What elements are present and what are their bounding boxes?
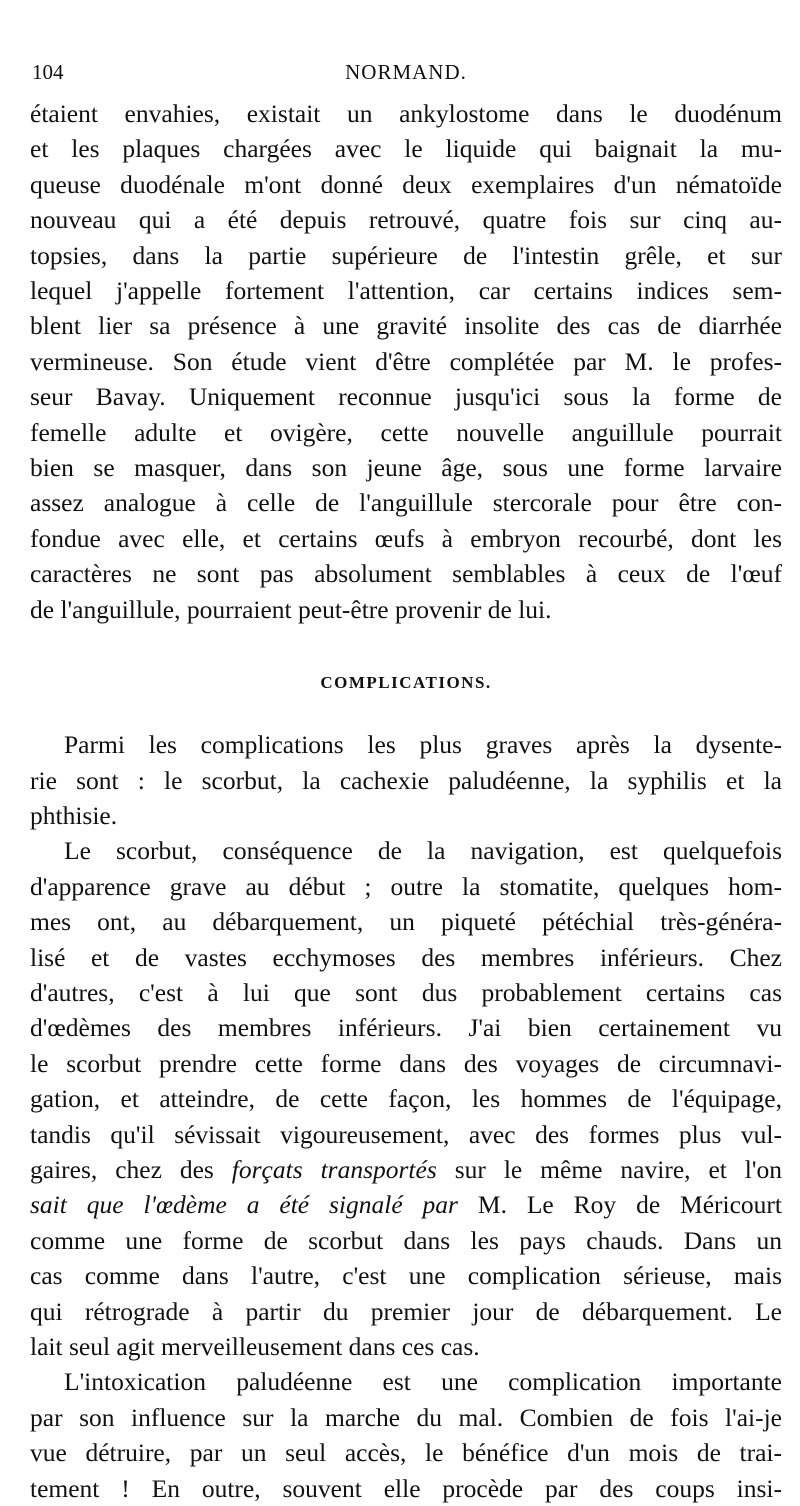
text-line: tandis qu'il sévissait vigoureusement, avec des formes plus vul- — [30, 1119, 782, 1149]
book-page — [30, 60, 782, 1506]
text-line: lequel j'appelle fortement l'attention, car certains indices sem- — [30, 276, 782, 306]
text-line: assez analogue à celle de l'anguillule stercorale pour être con- — [30, 488, 782, 518]
text-line: Parmi les complications les plus graves après la dysente- — [64, 730, 782, 760]
text-line: par son influence sur la marche du mal. Combien de fois l'ai-je — [30, 1402, 782, 1432]
text-line: phthisie. — [30, 800, 118, 830]
text-line: nouveau qui a été depuis retrouvé, quatre fois sur cinq au- — [30, 205, 782, 235]
text-line: d'œdèmes des membres inférieurs. J'ai bien certainement vu — [30, 1013, 782, 1043]
text-line: lisé et de vastes ecchymoses des membres inférieurs. Chez — [30, 942, 782, 972]
text-line: lait seul agit merveilleusement dans ces cas. — [30, 1332, 480, 1361]
text-span: sur le même navire, et l'on — [436, 1154, 782, 1184]
text-line: caractères ne sont pas absolument semblables à ceux de l'œuf — [30, 559, 782, 589]
text-line: vue détruire, par un seul accès, le bénéfice d'un mois de trai- — [30, 1438, 782, 1468]
text-line: de l'anguillule, pourraient peut-être provenir de lui. — [30, 594, 552, 624]
italic-span: forçats transportés — [231, 1154, 437, 1184]
text-line: topsies, dans la partie supérieure de l'intestin grêle, et sur — [30, 240, 782, 270]
page-header — [30, 60, 782, 96]
paragraph-complications — [30, 727, 782, 833]
page-number: 104 — [32, 60, 64, 84]
paragraph-scorbut — [30, 833, 782, 1364]
paragraph-ankylostome — [30, 96, 782, 627]
text-line: L'intoxication paludéenne est une complication importante — [64, 1367, 782, 1397]
section-title: COMPLICATIONS. — [320, 673, 492, 693]
text-line-mixed — [30, 1152, 782, 1187]
text-line: comme une forme de scorbut dans les pays chauds. Dans un — [30, 1225, 782, 1255]
text-line: gation, et atteindre, de cette façon, les hommes de l'équipage, — [30, 1084, 782, 1114]
text-line: mes ont, au débarquement, un piqueté pétéchial très-généra- — [30, 907, 782, 937]
text-line: d'autres, c'est à lui que sont dus probablement certains cas — [30, 977, 782, 1007]
paragraph-intoxication — [30, 1364, 782, 1506]
text-line: fondue avec elle, et certains œufs à embryon recourbé, dont les — [30, 523, 782, 553]
text-line-mixed — [30, 1187, 782, 1222]
text-line: queuse duodénale m'ont donné deux exemplaires d'un nématoïde — [30, 169, 782, 199]
text-line: qui rétrograde à partir du premier jour de débarquement. Le — [30, 1296, 782, 1326]
text-line: Le scorbut, conséquence de la navigation, est quelquefois — [64, 836, 782, 866]
text-line: rie sont : le scorbut, la cachexie paludéenne, la syphilis et la — [30, 765, 782, 795]
text-line: seur Bavay. Uniquement reconnue jusqu'ici sous la forme de — [30, 382, 782, 412]
italic-span: sait que l'œdème a été signalé par — [30, 1190, 458, 1220]
text-line: tement ! En outre, souvent elle procède par des coups insi- — [30, 1473, 782, 1503]
text-line: cas comme dans l'autre, c'est une complication sérieuse, mais — [30, 1261, 782, 1291]
running-title: NORMAND. — [345, 60, 467, 84]
text-line: bien se masquer, dans son jeune âge, sous une forme larvaire — [30, 453, 782, 483]
text-line: le scorbut prendre cette forme dans des voyages de circumnavi- — [30, 1048, 782, 1078]
text-span: M. Le Roy de Méricourt — [458, 1190, 782, 1220]
text-line: et les plaques chargées avec le liquide qui baignait la mu- — [30, 134, 782, 164]
text-line: étaient envahies, existait un ankylostome dans le duodénum — [30, 99, 782, 128]
text-line: femelle adulte et ovigère, cette nouvelle anguillule pourrait — [30, 417, 782, 447]
text-line: vermineuse. Son étude vient d'être complétée par M. le profes- — [30, 346, 782, 376]
text-line: blent lier sa présence à une gravité insolite des cas de diarrhée — [30, 311, 782, 341]
text-span: gaires, chez des — [30, 1154, 232, 1184]
text-line: d'apparence grave au début ; outre la stomatite, quelques hom- — [30, 871, 782, 901]
